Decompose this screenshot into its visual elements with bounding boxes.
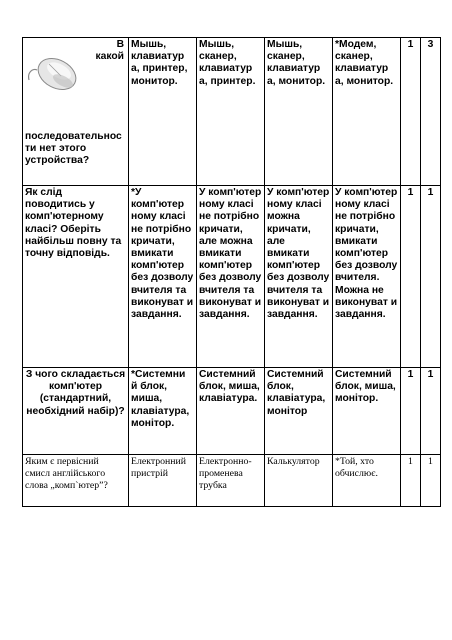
answer-option: У комп'ютер ному класі не потрібно кричати, але можна вмикати комп'ютер без дозволу вчителя та виконуват и завдання. xyxy=(197,186,265,368)
answer-option: У комп'ютер ному класі не потрібно кричати, вмикати комп'ютер без дозволу вчителя. Можна не виконуват и завдання. xyxy=(333,186,401,368)
score-cell: 1 xyxy=(421,368,441,455)
answer-option: Системний блок, клавіатура, монітор xyxy=(265,368,333,455)
question-cell: Як слід поводитись у комп'ютерному класі? Оберіть найбільш повну та точну відповідь. xyxy=(23,186,129,368)
computer-mouse-image xyxy=(27,50,79,94)
answer-option: Мышь, сканер, клавиатур а, монитор. xyxy=(265,38,333,186)
question-cell: З чого складається комп'ютер (стандартний, необхідний набір)? xyxy=(23,368,129,455)
score-cell: 1 xyxy=(401,368,421,455)
score-cell: 1 xyxy=(421,186,441,368)
answer-option: Системний блок, миша, клавіатура. xyxy=(197,368,265,455)
answer-option: Мышь, клавиатур а, принтер, монитор. xyxy=(129,38,197,186)
table-row xyxy=(23,186,441,368)
table-row xyxy=(23,455,441,507)
answer-option: Мышь, сканер, клавиатур а, принтер. xyxy=(197,38,265,186)
score-cell: 3 xyxy=(421,38,441,186)
answer-option: Електронний пристрій xyxy=(129,455,197,507)
answer-option: Електронно-променева трубка xyxy=(197,455,265,507)
quiz-table xyxy=(22,37,441,507)
question-text: последовательнос ти нет этого устройства? xyxy=(25,131,122,167)
question-cell: Яким є первісний смисл англійського слова „комп`ютер”? xyxy=(23,455,129,507)
table-row xyxy=(23,38,441,186)
question-cell xyxy=(23,38,129,186)
question-text: В xyxy=(116,39,124,50)
score-cell: 1 xyxy=(401,186,421,368)
answer-option: *Модем, сканер, клавиатур а, монитор. xyxy=(333,38,401,186)
answer-option: У комп'ютер ному класі можна кричати, але вмикати комп'ютер без дозволу вчителя та виконуват и завдання. xyxy=(265,186,333,368)
answer-option: *Системни й блок, миша, клавіатура, монітор. xyxy=(129,368,197,455)
table-row xyxy=(23,368,441,455)
score-cell: 1 xyxy=(401,455,421,507)
answer-option: Калькулятор xyxy=(265,455,333,507)
question-text: какой xyxy=(95,51,124,63)
answer-option: *Той, хто обчислює. xyxy=(333,455,401,507)
answer-option: *У комп'ютер ному класі не потрібно кричати, вмикати комп'ютер без дозволу вчителя та виконуват и завдання. xyxy=(129,186,197,368)
answer-option: Системний блок, миша, монітор. xyxy=(333,368,401,455)
score-cell: 1 xyxy=(421,455,441,507)
score-cell: 1 xyxy=(401,38,421,186)
